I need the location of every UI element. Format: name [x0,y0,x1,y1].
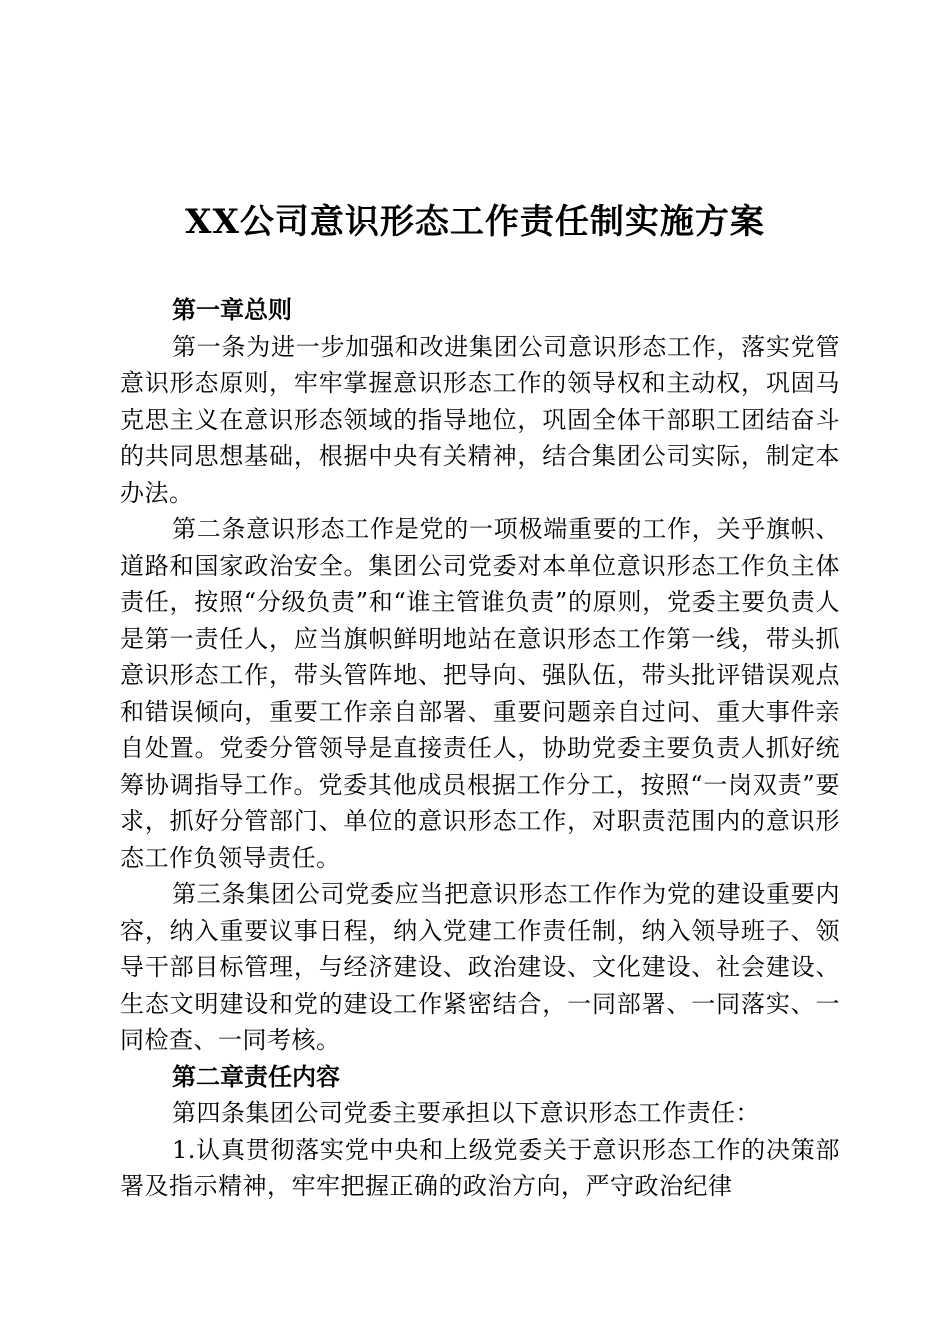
list-item: 1.认真贯彻落实党中央和上级党委关于意识形态工作的决策部署及指示精神，牢牢把握正确的政治方向，严守政治纪律 [120,1135,840,1200]
paragraph-article-3: 第三条集团公司党委应当把意识形态工作作为党的建设重要内容，纳入重要议事日程，纳入党建工作责任制，纳入领导班子、领导干部目标管理，与经济建设、政治建设、文化建设、社会建设、生态文明建设和党的建设工作紧密结合，一同部署、一同落实、一同检查、一同考核。 [120,880,840,1054]
document-body [120,292,840,1205]
paragraph-article-2: 第二条意识形态工作是党的一项极端重要的工作，关乎旗帜、道路和国家政治安全。集团公司党委对本单位意识形态工作负主体责任，按照“分级负责”和“谁主管谁负责”的原则，党委主要负责人是第一责任人，应当旗帜鲜明地站在意识形态工作第一线，带头抓意识形态工作，带头管阵地、把导向、强队伍，带头批评错误观点和错误倾向，重要工作亲自部署、重要问题亲自过问、重大事件亲自处置。党委分管领导是直接责任人，协助党委主要负责人抓好统筹协调指导工作。党委其他成员根据工作分工，按照“一岗双责”要求，抓好分管部门、单位的意识形态工作，对职责范围内的意识形态工作负领导责任。 [120,515,840,872]
paragraph-article-4: 第四条集团公司党委主要承担以下意识形态工作责任： [172,1099,760,1127]
document-title: XX公司意识形态工作责任制实施方案 [185,202,765,242]
chapter-heading: 第一章总则 [172,296,292,324]
paragraph-article-1: 第一条为进一步加强和改进集团公司意识形态工作，落实党管意识形态原则，牢牢掌握意识形态工作的领导权和主动权，巩固马克思主义在意识形态领域的指导地位，巩固全体干部职工团结奋斗的共同思想基础，根据中央有关精神，结合集团公司实际，制定本办法。 [120,332,840,507]
chapter-heading: 第二章责任内容 [172,1062,340,1091]
